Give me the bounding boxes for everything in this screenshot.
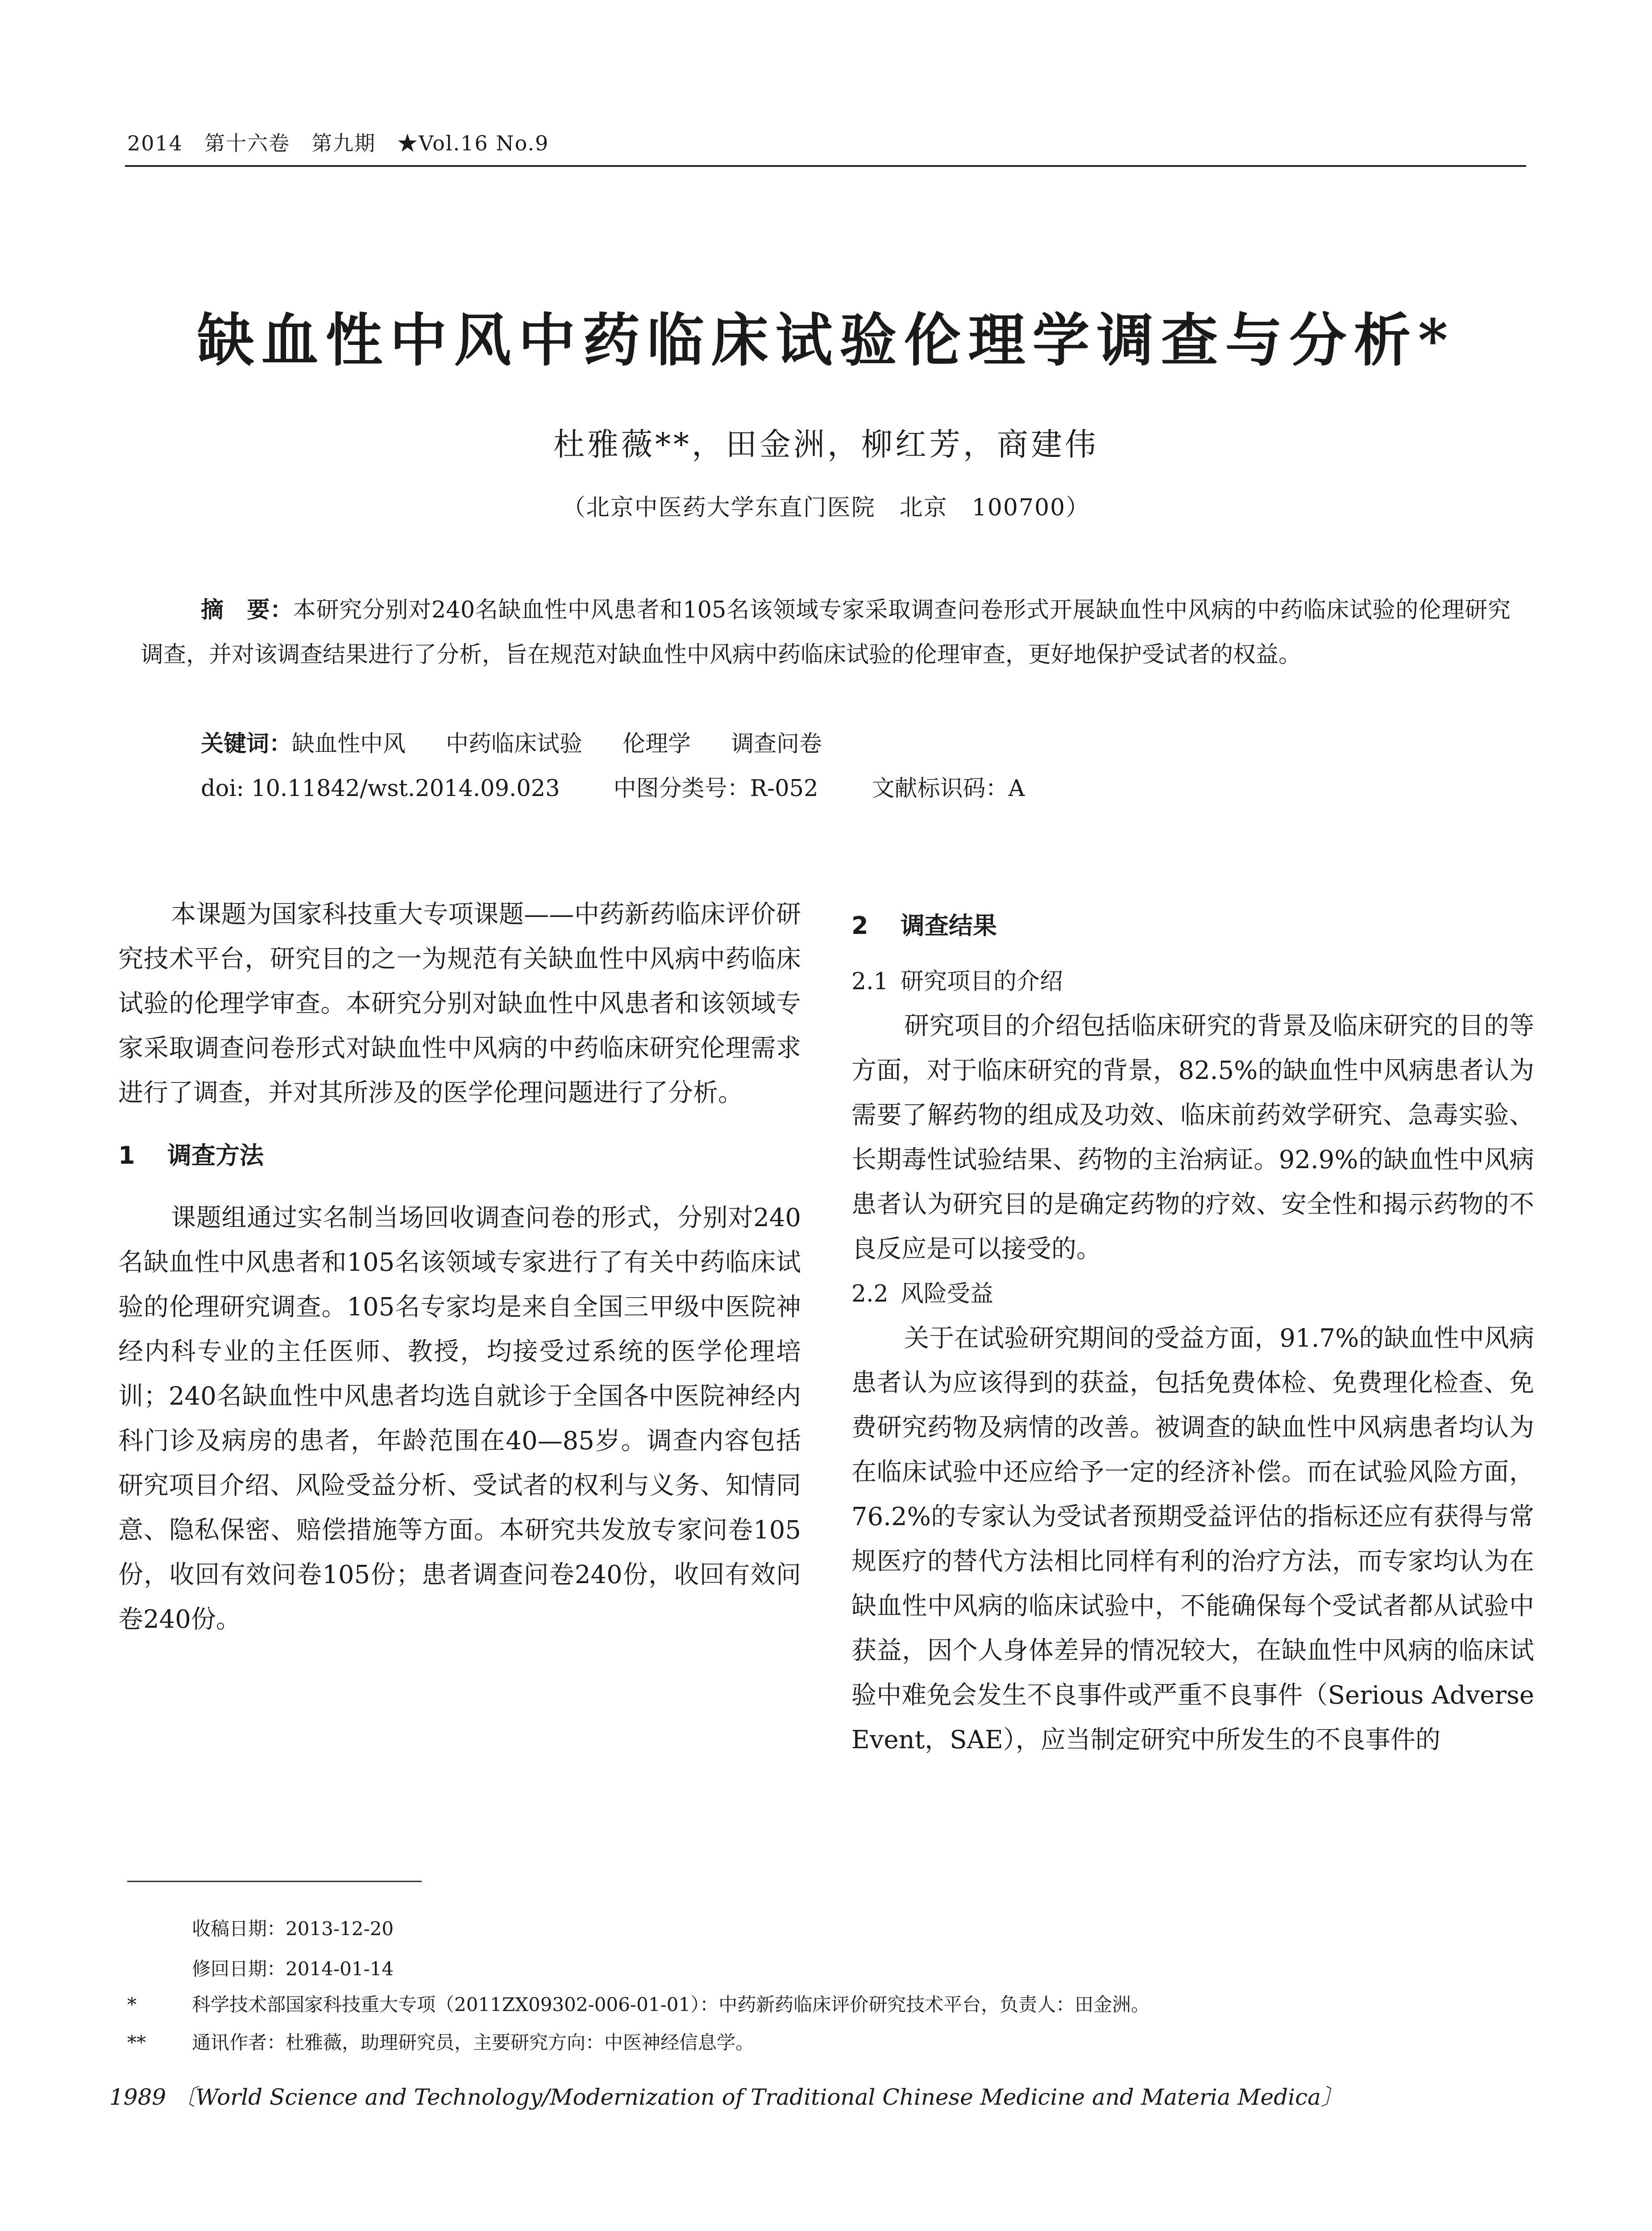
keywords-label: 关键词： [201, 731, 292, 757]
doc-code-label: 文献标识码： [872, 775, 1009, 802]
intro-paragraph: 本课题为国家科技重大专项课题——中药新药临床评价研究技术平台，研究目的之一为规范有关缺血性中风病中药临床试验的伦理学审查。本研究分别对缺血性中风患者和该领域专家采取调查问卷形式对缺血性中风病的中药临床研究伦理需求进行了调查，并对其所涉及的医学伦理问题进行了分析。 [118, 900, 801, 1107]
doc-code: A [1008, 775, 1025, 802]
affiliation: （北京中医药大学东直门医院 北京 100700） [562, 494, 1090, 521]
header-rule [125, 165, 1526, 167]
page-number: 1989 [109, 2084, 166, 2110]
running-head: 2014 第十六卷 第九期 ★Vol.16 No.9 [127, 131, 549, 155]
clc-code: R-052 [750, 775, 818, 802]
left-column [118, 892, 801, 1642]
revised-date: 修回日期：2014-01-14 [192, 1958, 394, 1980]
keywords [141, 722, 1571, 767]
section-1-paragraph: 课题组通过实名制当场回收调查问卷的形式，分别对240名缺血性中风患者和105名该领域专家进行了有关中药临床试验的伦理研究调查。105名专家均是来自全国三甲级中医院神经内科专业的主任医师、教授，均接受过系统的医学伦理培训；240名缺血性中风患者均选自就诊于全国各中医院神经内科门诊及病房的患者，年龄范围在40—85岁。调查内容包括研究项目介绍、风险受益分析、受试者的权利与义务、知情同意、隐私保密、赔偿措施等方面。本研究共发放专家问卷105份，收回有效问卷105份；患者调查问卷240份，收回有效问卷240份。 [118, 1203, 801, 1634]
keyword-item: 缺血性中风 [292, 731, 406, 757]
doi: doi: 10.11842/wst.2014.09.023 [201, 775, 560, 802]
footnote-rule [127, 1881, 422, 1882]
abstract-label: 摘 要： [201, 597, 293, 623]
fund-footnote: * 科学技术部国家科技重大专项（2011ZX09302-006-01-01）：中药新药临床评价研究技术平台，负责人：田金洲。 [127, 1994, 1150, 2015]
doi-line [141, 767, 1571, 811]
author-list: 杜雅薇**，田金洲，柳红芳，商建伟 [553, 426, 1099, 463]
keyword-item: 调查问卷 [731, 731, 822, 757]
page-footer [109, 2079, 1343, 2111]
section-2-1-paragraph: 研究项目的介绍包括临床研究的背景及临床研究的目的等方面，对于临床研究的背景，82.5%的缺血性中风病患者认为需要了解药物的组成及功效、临床前药效学研究、急毒实验、长期毒性试验结果、药物的主治病证。92.9%的缺血性中风病患者认为研究目的是确定药物的疗效、安全性和揭示药物的不良反应是可以接受的。 [851, 1012, 1534, 1264]
keyword-item: 中药临床试验 [446, 731, 583, 757]
journal-name: 〔World Science and Technology/Modernization of Traditional Chinese Medicine and Materia Medica〕 [173, 2084, 1343, 2110]
corresponding-author-footnote: ** 通讯作者：杜雅薇，助理研究员，主要研究方向：中医神经信息学。 [127, 2032, 755, 2053]
received-date: 收稿日期：2013-12-20 [192, 1918, 394, 1940]
section-2-2-paragraph: 关于在试验研究期间的受益方面，91.7%的缺血性中风病患者认为应该得到的获益，包括免费体检、免费理化检查、免费研究药物及病情的改善。被调查的缺血性中风病患者均认为在临床试验中还应给予一定的经济补偿。而在试验风险方面，76.2%的专家认为受试者预期受益评估的指标还应有获得与常规医疗的替代方法相比同样有利的治疗方法，而专家均认为在缺血性中风病的临床试验中，不能确保每个受试者都从试验中获益，因个人身体差异的情况较大，在缺血性中风病的临床试验中难免会发生不良事件或严重不良事件（Serious Adverse Event，SAE），应当制定研究中所发生的不良事件的 [851, 1324, 1534, 1754]
right-column [851, 892, 1534, 1762]
keyword-item: 伦理学 [623, 731, 691, 757]
section-2-2-heading: 2.2 风险受益 [851, 1281, 994, 1307]
section-2-1-heading: 2.1 研究项目的介绍 [851, 968, 1063, 995]
section-1-heading: 1 调查方法 [118, 1141, 264, 1169]
abstract-text: 本研究分别对240名缺血性中风患者和105名该领域专家采取调查问卷形式开展缺血性中风病的中药临床试验的伦理研究调查，并对该调查结果进行了分析，旨在规范对缺血性中风病中药临床试验的伦理审查，更好地保护受试者的权益。 [141, 597, 1511, 668]
paper-title: 缺血性中风中药临床试验伦理学调查与分析* [197, 307, 1455, 374]
section-2-heading: 2 调查结果 [851, 912, 997, 940]
clc-label: 中图分类号： [613, 775, 750, 802]
abstract [141, 588, 1511, 677]
